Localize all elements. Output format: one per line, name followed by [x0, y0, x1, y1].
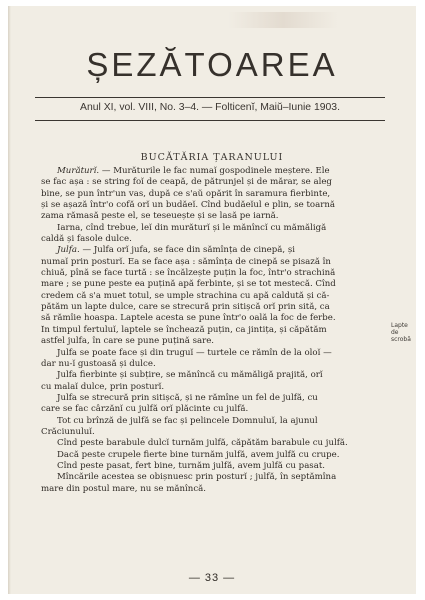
text-line: [41, 393, 386, 404]
text-line: [41, 211, 386, 222]
text-line-content: numaĭ prin posturĭ. Ea se face așa : sămînța de cinepă se pisază în: [41, 256, 331, 267]
text-line: [41, 189, 386, 200]
text-line: [41, 359, 386, 370]
text-line-content: Julfa se strecură prin sitișcă, și ne rămîne un fel de julfă, cu: [57, 392, 318, 403]
text-line-content: cu malaĭ dulce, prin posturĭ.: [41, 381, 165, 392]
text-line: [41, 336, 386, 347]
text-line: [41, 438, 386, 449]
text-line-content: dar nu-ĭ gustoasă și dulce.: [41, 358, 156, 369]
text-line: [41, 234, 386, 245]
section-title: BUCĂTĂRIA ȚARANULUI: [140, 152, 284, 163]
text-line-content: chiuă, pînă se face turtă : se încălzește puțin la foc, într'o strachină: [41, 268, 336, 279]
text-line-content: În timpul fertuluĭ, laptele se închează puțin, ca jintița, și căpătăm: [41, 324, 327, 335]
text-line: [41, 450, 386, 461]
text-line: [41, 279, 386, 290]
text-line-content: zama rămasă peste el, se teseuește și se lasă pe iarnă.: [41, 211, 279, 222]
masthead-rule-bottom: [35, 120, 385, 121]
text-line-content: și se așază într'o cofă orĭ un budăeĭ. Cînd budăeĭul e plin, se toarnă: [41, 200, 335, 211]
paragraph-lead: Murăturĭ.: [57, 166, 100, 176]
text-line-content: Julfa fierbinte și subțire, se mănîncă cu mămăligă prajită, orĭ: [57, 370, 323, 381]
text-line: [41, 461, 386, 472]
text-line-content: mare ; se pune peste ea puțină apă ferbinte, și se tot mestecă. Cînd: [41, 279, 336, 290]
text-line-content: să rămîie hoaspa. Laptele acesta se pune într'o oală la foc de ferbe.: [41, 313, 336, 324]
text-line: [41, 404, 386, 415]
handwritten-margin-note: Lapte de scrobă: [391, 322, 411, 343]
text-line: [41, 370, 386, 381]
text-line: [41, 416, 386, 427]
text-line-content: Cînd peste pasat, fert bine, turnăm julfă, avem julfă cu pasat.: [57, 460, 326, 471]
text-line-content: Dacă peste crupele fierte bine turnăm julfă, avem julfă cu crupe.: [57, 449, 340, 460]
text-line: [41, 291, 386, 302]
masthead-title: ȘEZĂTOAREA: [86, 46, 338, 83]
document-page: [8, 6, 416, 594]
text-line-content: — Murăturile le fac numaĭ gospodinele meștere. Ele: [99, 166, 330, 176]
text-line-content: caldă și fasole dulce.: [41, 234, 132, 245]
article-body: [41, 166, 386, 495]
text-line-content: bine, se pun într'un vas, după ce s'aŭ opărit în saramura fierbinte,: [41, 188, 331, 199]
text-line-content: Crăciunuluĭ.: [41, 426, 95, 437]
text-line: [41, 223, 386, 234]
text-line-content: Mîncările acestea se obișnuesc prin posturĭ ; julfă, în septămîna: [57, 472, 337, 483]
paragraph-lead: Julfa.: [57, 245, 80, 256]
text-line: [41, 484, 386, 495]
text-line: [41, 348, 386, 359]
text-line: [41, 268, 386, 279]
issue-line: Anul XI, vol. VIII, No. 3–4. — Folticenĭ, Maiŭ–Iunie 1903.: [80, 102, 340, 113]
text-line-content: care se fac cârzănĭ cu julfă orĭ plăcinte cu julfă.: [41, 404, 249, 415]
text-line: [41, 472, 386, 483]
text-line-content: Iarna, cînd trebue, leĭ din murăturĭ și le mănîncĭ cu mămăligă: [57, 222, 327, 233]
masthead-rule-top: [35, 97, 385, 98]
text-line: [41, 302, 386, 313]
text-line-content: astfel julfa, în care se pune puțină sare.: [41, 336, 215, 347]
text-line-content: pătăm un lapte dulce, care se strecură prin sitișcă orĭ prin sită, ca: [41, 302, 330, 313]
text-line-content: se fac așa : se string foĭ de ceapă, de pătrunjel și de mărar, se aleg: [41, 177, 332, 188]
text-line: [41, 177, 386, 188]
faint-stamp-mark: [228, 12, 338, 28]
text-line: [41, 427, 386, 438]
text-line: [41, 382, 386, 393]
text-line-content: credem că s'a muet totul, se umple strachina cu apă caldută și că-: [41, 290, 330, 301]
text-line: [41, 325, 386, 336]
text-line-content: Julfa se poate face și din truguĭ — turtele ce rămîn de la oloĭ —: [57, 347, 332, 358]
text-line: [41, 257, 386, 268]
text-line: [41, 166, 386, 177]
text-line: [41, 313, 386, 324]
text-line-content: — Julfa orĭ jufa, se face din sămînța de cinepă, și: [79, 245, 296, 256]
text-line: [41, 200, 386, 211]
text-line-content: mare din postul mare, nu se mănîncă.: [41, 483, 206, 494]
text-line: [41, 245, 386, 256]
text-line-content: Cînd peste barabule dulcĭ turnăm julfă, căpătăm barabule cu julfă.: [57, 438, 348, 449]
text-line-content: Tot cu brînză de julfă se fac și pelincele Domnuluĭ, la ajunul: [57, 415, 318, 426]
page-number: — 33 —: [188, 572, 236, 584]
